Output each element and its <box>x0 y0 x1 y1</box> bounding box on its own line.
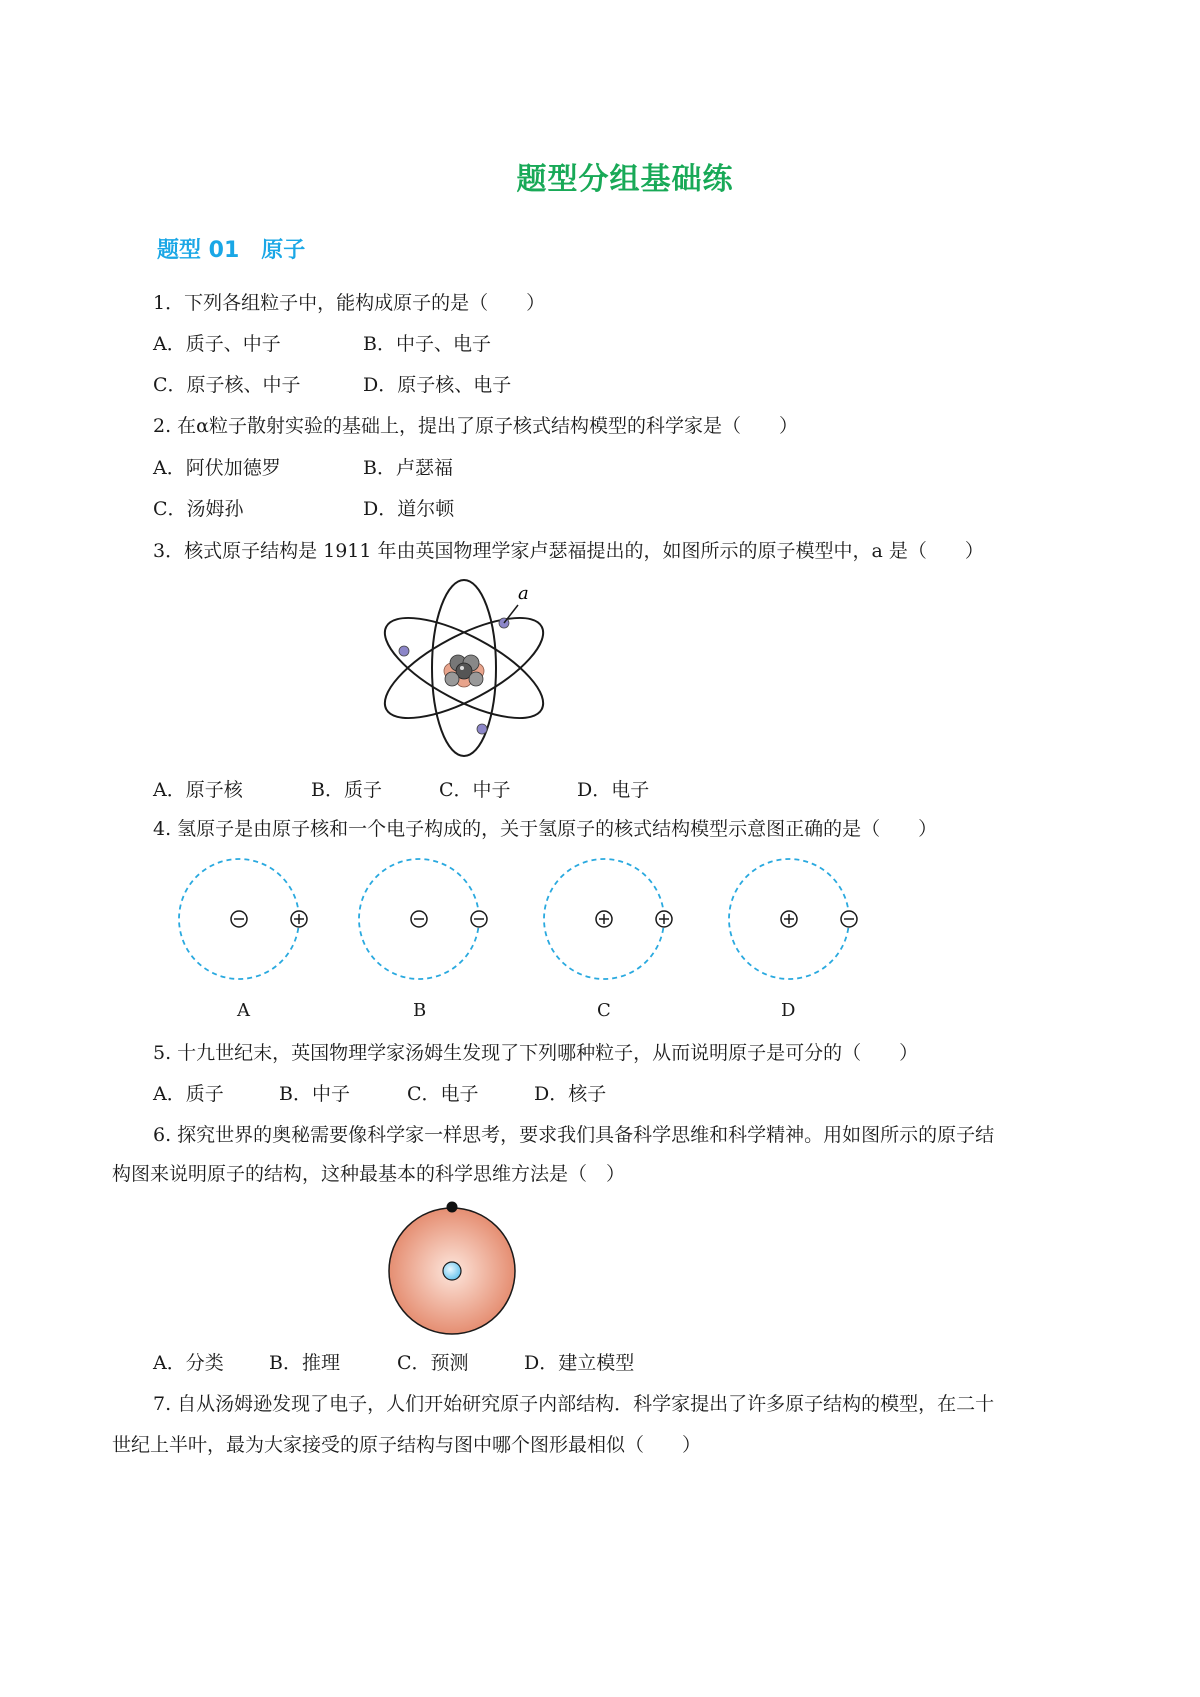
question-6-option-b: B．推理 <box>269 1352 340 1374</box>
question-6-option-c: C．预测 <box>397 1352 469 1374</box>
question-1-option-c: C．原子核、中子 <box>153 374 301 396</box>
figure-caption-a: A <box>237 1000 250 1021</box>
question-5-option-a: A．质子 <box>153 1083 224 1105</box>
atom-model-figure <box>380 575 560 760</box>
nucleus-icon <box>443 1262 461 1280</box>
question-2-option-d: D．道尔顿 <box>363 498 455 520</box>
question-5-option-c: C．电子 <box>407 1083 479 1105</box>
label-a-leader <box>504 605 518 623</box>
question-2-option-b: B．卢瑟福 <box>363 457 453 479</box>
electron-icon <box>447 1202 458 1213</box>
question-3-stem: 3．核式原子结构是 1911 年由英国物理学家卢瑟福提出的，如图所示的原子模型中，a 是（ ） <box>153 540 984 562</box>
question-6-option-d: D．建立模型 <box>524 1352 635 1374</box>
question-6-option-a: A．分类 <box>153 1352 224 1374</box>
question-6-stem-line-1: 6. 探究世界的奥秘需要像科学家一样思考，要求我们具备科学思维和科学精神。用如图所示的原子结 <box>153 1124 995 1146</box>
page-title: 题型分组基础练 <box>516 162 734 197</box>
question-1-option-a: A．质子、中子 <box>153 333 281 355</box>
question-3-option-c: C．中子 <box>439 779 511 801</box>
question-5-stem: 5. 十九世纪末，英国物理学家汤姆生发现了下列哪种粒子，从而说明原子是可分的（ ） <box>153 1042 919 1064</box>
nucleus-icon <box>444 655 484 687</box>
hydrogen-models-figure <box>170 855 870 985</box>
question-7-stem-line-1: 7. 自从汤姆逊发现了电子，人们开始研究原子内部结构．科学家提出了许多原子结构的模型，在二十 <box>153 1393 995 1415</box>
question-5-option-d: D．核子 <box>534 1083 607 1105</box>
question-2-option-c: C．汤姆孙 <box>153 498 244 520</box>
question-1-stem: 1．下列各组粒子中，能构成原子的是（ ） <box>153 292 546 314</box>
label-a: a <box>518 583 529 604</box>
question-1-option-d: D．原子核、电子 <box>363 374 512 396</box>
question-3-option-d: D．电子 <box>577 779 650 801</box>
question-2-stem: 2. 在α粒子散射实验的基础上，提出了原子核式结构模型的科学家是（ ） <box>153 415 798 437</box>
section-heading: 题型 01 原子 <box>157 238 306 263</box>
question-7-stem-line-2: 世纪上半叶，最为大家接受的原子结构与图中哪个图形最相似（ ） <box>112 1434 702 1456</box>
simple-atom-figure <box>382 1196 522 1336</box>
figure-caption-d: D <box>781 1000 796 1021</box>
question-4-stem: 4. 氢原子是由原子核和一个电子构成的，关于氢原子的核式结构模型示意图正确的是（ ） <box>153 818 938 840</box>
figure-caption-c: C <box>597 1000 611 1021</box>
question-2-option-a: A．阿伏加德罗 <box>153 457 281 479</box>
question-3-option-a: A．原子核 <box>153 779 243 801</box>
question-3-option-b: B．质子 <box>311 779 382 801</box>
question-6-stem-line-2: 构图来说明原子的结构，这种最基本的科学思维方法是（ ） <box>112 1163 626 1185</box>
question-5-option-b: B．中子 <box>279 1083 350 1105</box>
figure-caption-b: B <box>413 1000 427 1021</box>
question-1-option-b: B．中子、电子 <box>363 333 491 355</box>
